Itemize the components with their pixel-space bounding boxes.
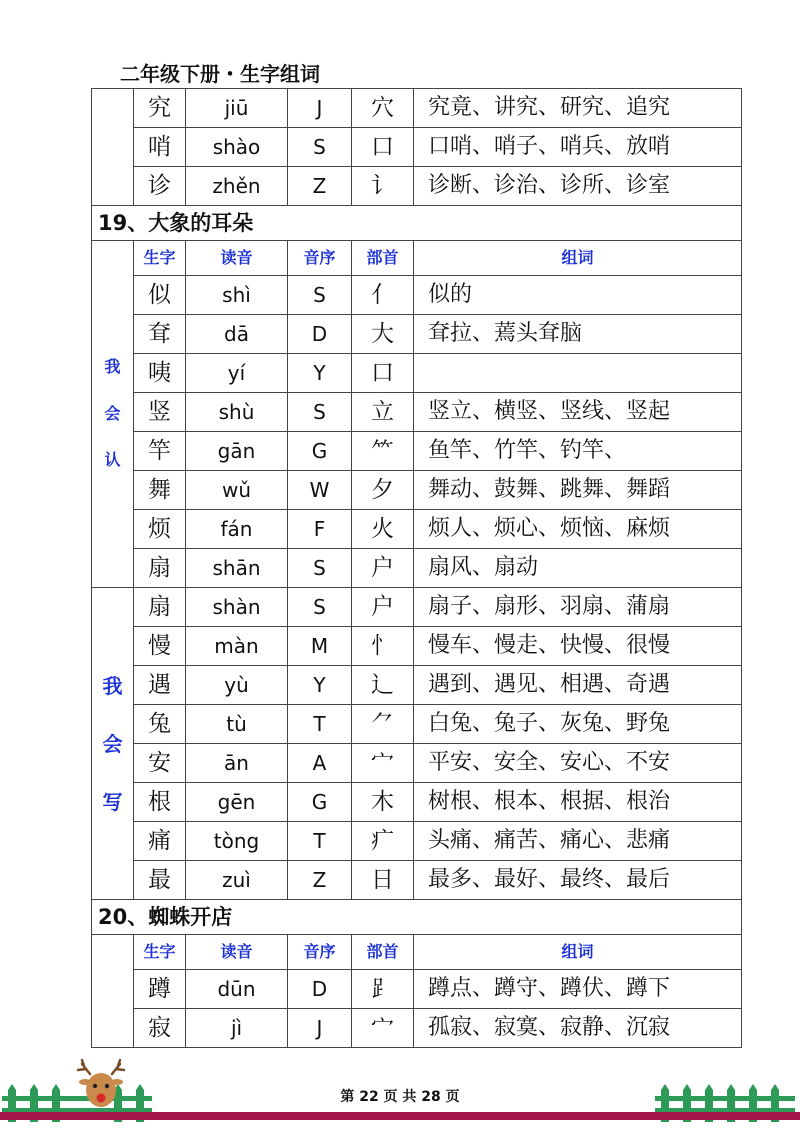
char-cell: 舞: [134, 471, 186, 510]
pinyin-cell: yù: [186, 666, 288, 705]
pinyin-cell: gān: [186, 432, 288, 471]
pinyin-cell: jiū: [186, 89, 288, 128]
column-header-char: 生字: [134, 935, 186, 970]
vocab-table: [91, 88, 742, 1048]
letter-cell: J: [288, 1009, 352, 1048]
letter-cell: S: [288, 549, 352, 588]
column-header-words: 组词: [414, 241, 742, 276]
table-row: [92, 822, 742, 861]
column-header-radical: 部首: [352, 935, 414, 970]
char-cell: 诊: [134, 167, 186, 206]
char-cell: 究: [134, 89, 186, 128]
char-cell: 咦: [134, 354, 186, 393]
pinyin-cell: dā: [186, 315, 288, 354]
words-cell: 鱼竿、竹竿、钓竿、: [414, 432, 742, 471]
letter-cell: S: [288, 128, 352, 167]
lesson-19-title-row: [92, 206, 742, 241]
letter-cell: J: [288, 89, 352, 128]
group-label-cell: [92, 89, 134, 206]
char-cell: 似: [134, 276, 186, 315]
pinyin-cell: zuì: [186, 861, 288, 900]
pinyin-cell: shào: [186, 128, 288, 167]
words-cell: 扇风、扇动: [414, 549, 742, 588]
table-row: [92, 783, 742, 822]
radical-cell: 大: [352, 315, 414, 354]
pinyin-cell: ān: [186, 744, 288, 783]
table-row: [92, 861, 742, 900]
radical-cell: 立: [352, 393, 414, 432]
letter-cell: F: [288, 510, 352, 549]
letter-cell: Z: [288, 167, 352, 206]
letter-cell: W: [288, 471, 352, 510]
table-row: [92, 432, 742, 471]
column-header-words: 组词: [414, 935, 742, 970]
radical-cell: 口: [352, 128, 414, 167]
radical-cell: ⺮: [352, 432, 414, 471]
words-cell: 遇到、遇见、相遇、奇遇: [414, 666, 742, 705]
pinyin-cell: tù: [186, 705, 288, 744]
words-cell: 白兔、兔子、灰兔、野兔: [414, 705, 742, 744]
pinyin-cell: fán: [186, 510, 288, 549]
table-row: [92, 315, 742, 354]
table-row: [92, 89, 742, 128]
group-label-cell: [92, 935, 134, 1048]
char-cell: 痛: [134, 822, 186, 861]
letter-cell: S: [288, 588, 352, 627]
words-cell: 舞动、鼓舞、跳舞、舞蹈: [414, 471, 742, 510]
char-cell: 最: [134, 861, 186, 900]
table-row: [92, 167, 742, 206]
char-cell: 安: [134, 744, 186, 783]
char-cell: 扇: [134, 588, 186, 627]
column-header-letter: 音序: [288, 935, 352, 970]
column-header-letter: 音序: [288, 241, 352, 276]
letter-cell: S: [288, 276, 352, 315]
column-header-char: 生字: [134, 241, 186, 276]
words-cell: 蹲点、蹲守、蹲伏、蹲下: [414, 970, 742, 1009]
words-cell: 孤寂、寂寞、寂静、沉寂: [414, 1009, 742, 1048]
column-header-pinyin: 读音: [186, 935, 288, 970]
char-cell: 根: [134, 783, 186, 822]
words-cell: 口哨、哨子、哨兵、放哨: [414, 128, 742, 167]
table-row: [92, 970, 742, 1009]
char-cell: 寂: [134, 1009, 186, 1048]
pinyin-cell: wǔ: [186, 471, 288, 510]
column-header-row: [92, 935, 742, 970]
pinyin-cell: màn: [186, 627, 288, 666]
pinyin-cell: yí: [186, 354, 288, 393]
table-row: [92, 549, 742, 588]
table-row: [92, 1009, 742, 1048]
letter-cell: T: [288, 705, 352, 744]
table-row: [92, 744, 742, 783]
radical-cell: 火: [352, 510, 414, 549]
table-row: [92, 393, 742, 432]
pinyin-cell: tòng: [186, 822, 288, 861]
table-row: [92, 588, 742, 627]
words-cell: 竖立、横竖、竖线、竖起: [414, 393, 742, 432]
radical-cell: 日: [352, 861, 414, 900]
pinyin-cell: gēn: [186, 783, 288, 822]
char-cell: 慢: [134, 627, 186, 666]
radical-cell: 忄: [352, 627, 414, 666]
page-number: 第 22 页 共 28 页: [340, 1089, 460, 1105]
letter-cell: Y: [288, 666, 352, 705]
radical-cell: ⺈: [352, 705, 414, 744]
footer-band: [0, 1112, 800, 1120]
table-row: [92, 705, 742, 744]
pinyin-cell: dūn: [186, 970, 288, 1009]
letter-cell: A: [288, 744, 352, 783]
radical-cell: 户: [352, 549, 414, 588]
char-cell: 蹲: [134, 970, 186, 1009]
page-header: 二年级下册・生字组词: [120, 62, 320, 86]
letter-cell: Z: [288, 861, 352, 900]
char-cell: 竿: [134, 432, 186, 471]
radical-cell: 辶: [352, 666, 414, 705]
letter-cell: D: [288, 970, 352, 1009]
letter-cell: Y: [288, 354, 352, 393]
column-header-radical: 部首: [352, 241, 414, 276]
words-cell: 头痛、痛苦、痛心、悲痛: [414, 822, 742, 861]
words-cell: 慢车、慢走、快慢、很慢: [414, 627, 742, 666]
pinyin-cell: zhěn: [186, 167, 288, 206]
char-cell: 烦: [134, 510, 186, 549]
letter-cell: T: [288, 822, 352, 861]
words-cell: 平安、安全、安心、不安: [414, 744, 742, 783]
table-row: [92, 354, 742, 393]
column-header-pinyin: 读音: [186, 241, 288, 276]
table-row: [92, 510, 742, 549]
char-cell: 扇: [134, 549, 186, 588]
table-row: [92, 128, 742, 167]
column-header-row: [92, 241, 742, 276]
words-cell: 耷拉、蔫头耷脑: [414, 315, 742, 354]
lesson-20-title-row: [92, 900, 742, 935]
group-label-write: 我 会 写: [92, 588, 134, 900]
radical-cell: 户: [352, 588, 414, 627]
words-cell: [414, 354, 742, 393]
words-cell: 烦人、烦心、烦恼、麻烦: [414, 510, 742, 549]
lesson-title: 19、大象的耳朵: [92, 206, 742, 241]
letter-cell: D: [288, 315, 352, 354]
radical-cell: 宀: [352, 1009, 414, 1048]
pinyin-cell: jì: [186, 1009, 288, 1048]
letter-cell: G: [288, 783, 352, 822]
radical-cell: 讠: [352, 167, 414, 206]
pinyin-cell: shì: [186, 276, 288, 315]
words-cell: 树根、根本、根据、根治: [414, 783, 742, 822]
radical-cell: 口: [352, 354, 414, 393]
radical-cell: 夕: [352, 471, 414, 510]
char-cell: 耷: [134, 315, 186, 354]
radical-cell: 疒: [352, 822, 414, 861]
char-cell: 兔: [134, 705, 186, 744]
radical-cell: 宀: [352, 744, 414, 783]
char-cell: 哨: [134, 128, 186, 167]
radical-cell: 木: [352, 783, 414, 822]
char-cell: 遇: [134, 666, 186, 705]
letter-cell: S: [288, 393, 352, 432]
words-cell: 最多、最好、最终、最后: [414, 861, 742, 900]
radical-cell: 亻: [352, 276, 414, 315]
table-row: [92, 627, 742, 666]
words-cell: 诊断、诊治、诊所、诊室: [414, 167, 742, 206]
letter-cell: M: [288, 627, 352, 666]
lesson-title: 20、蜘蛛开店: [92, 900, 742, 935]
letter-cell: G: [288, 432, 352, 471]
words-cell: 究竟、讲究、研究、追究: [414, 89, 742, 128]
group-label-recognize: 我 会 认: [92, 241, 134, 588]
words-cell: 似的: [414, 276, 742, 315]
pinyin-cell: shān: [186, 549, 288, 588]
table-row: [92, 471, 742, 510]
char-cell: 竖: [134, 393, 186, 432]
pinyin-cell: shù: [186, 393, 288, 432]
radical-cell: 穴: [352, 89, 414, 128]
table-row: [92, 666, 742, 705]
radical-cell: ⻊: [352, 970, 414, 1009]
table-row: [92, 276, 742, 315]
words-cell: 扇子、扇形、羽扇、蒲扇: [414, 588, 742, 627]
pinyin-cell: shàn: [186, 588, 288, 627]
